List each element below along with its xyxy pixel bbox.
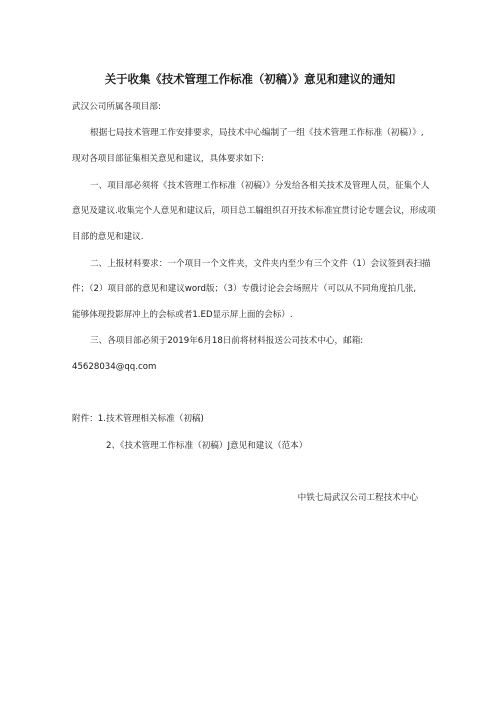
email-address: 45628034@qq.com (72, 362, 157, 372)
item1-line-1: 一、项目部必须将《技术管理工作标准（初稿）》分发给各相关技术及管理人员，征集个人 (90, 181, 430, 191)
item3-line-1: 三、各项目部必须于2019年6月18日前将材料报送公司技术中心，邮箱: (90, 336, 364, 346)
attachment-line-2: 2、《技术管理工作标准（初稿）J意见和建议（范本） (106, 441, 308, 451)
document-title: 关于收集《技术管理工作标准（初稿）》意见和建议的通知 (104, 72, 396, 86)
intro-line-2: 现对各项目部征集相关意见和建议，具体要求如下: (72, 154, 264, 164)
item2-line-3: 能够体现投影屏冲上的会标或者1.ED显示屏上面的会标）. (72, 310, 293, 320)
intro-line-1: 根据七局技术管理工作安排要求，局技术中心编制了一组《技术管理工作标准（初稿）》, (90, 128, 424, 138)
signature: 中铁七局武汉公司工程技术中心 (297, 493, 418, 503)
item2-line-2: 件；（2）项目部的意见和建议word版；（3）专俄讨论会会场照片（可以从不同角度拍几张, (72, 284, 417, 294)
item1-line-2: 意见及建议.收集完个人意见和建议后，项目总工牖组织召开技术标准宜贯讨论专题会议，形成项 (72, 206, 436, 216)
item2-line-1: 二、上报材料要求：一个项目一个文件夹，文件夹内至少有三个文件（1）会议签到表扫描 (90, 259, 431, 269)
attachment-line-1: 附件：1.技术管理相关标准（初稿) (72, 414, 204, 424)
item1-line-3: 目部的意见和建议. (72, 232, 144, 242)
salutation: 武汉公司所属各项目部: (72, 102, 161, 112)
